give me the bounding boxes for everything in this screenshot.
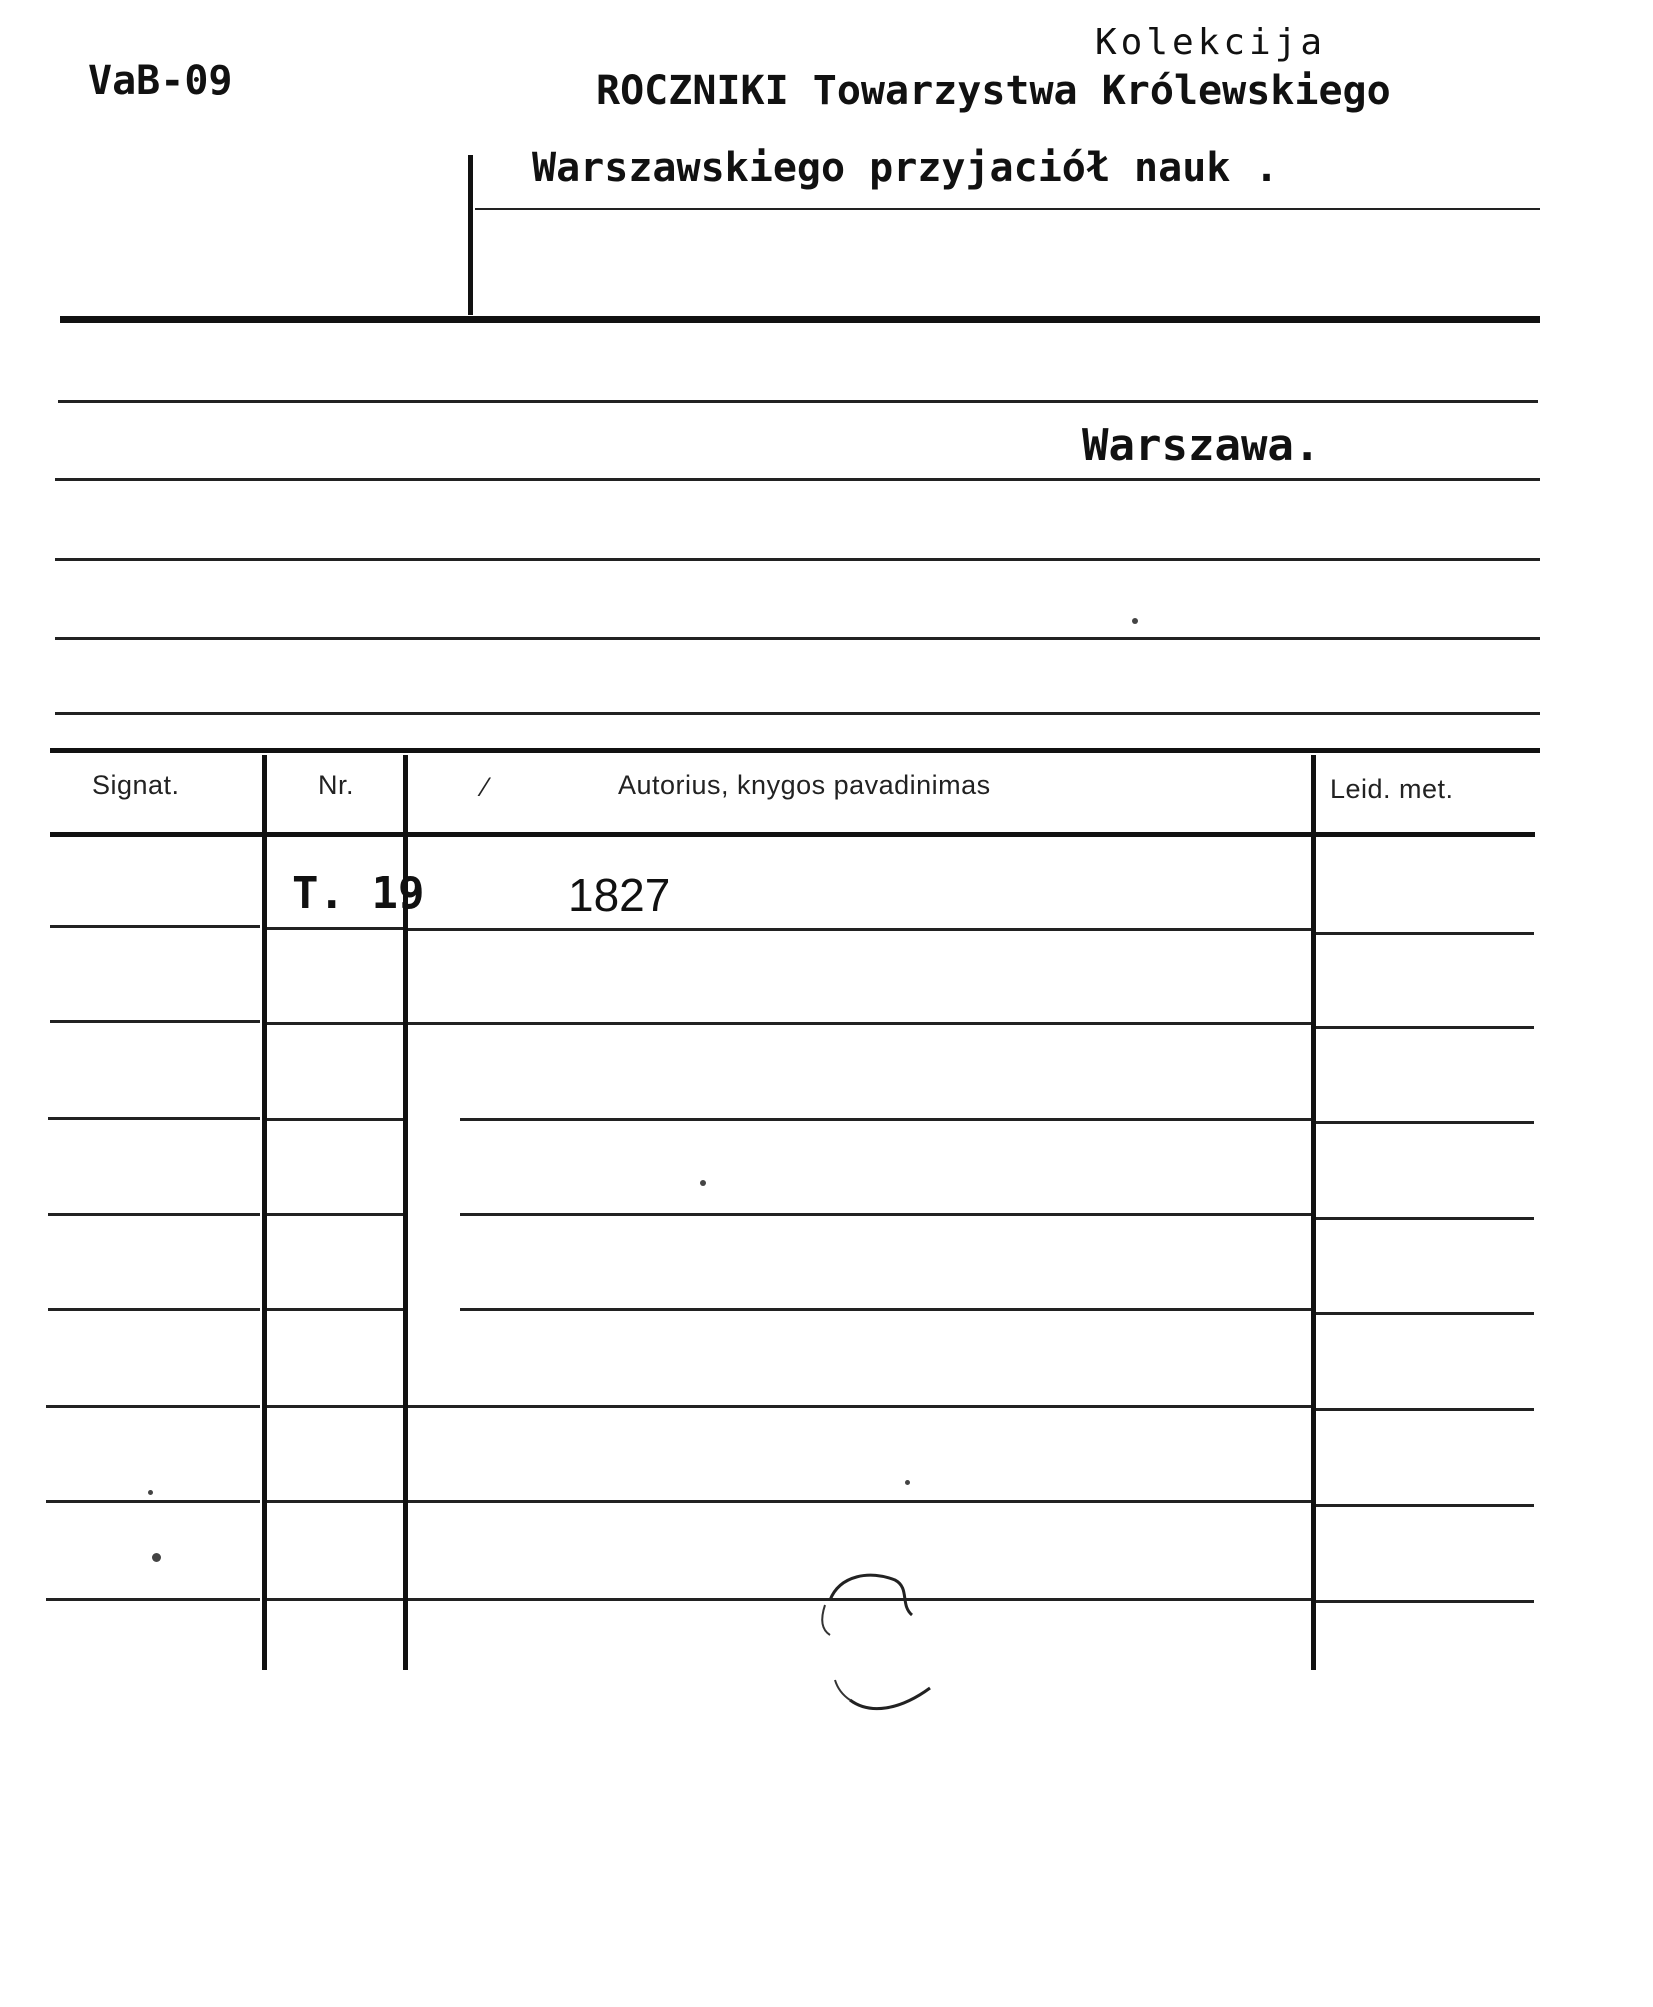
rule-line xyxy=(55,637,1540,640)
title-line-1: ROCZNIKI Towarzystwa Królewskiego xyxy=(596,68,1391,114)
speck xyxy=(1132,618,1138,624)
column-header-signat: Signat. xyxy=(92,770,180,800)
rule-line xyxy=(267,1118,403,1121)
rule-line xyxy=(58,400,1538,403)
title-box-divider xyxy=(468,155,473,315)
rule-line xyxy=(1316,1026,1534,1029)
rule-line xyxy=(50,925,260,928)
rule-line xyxy=(267,1308,403,1311)
rule-line xyxy=(46,1598,260,1601)
rule-line xyxy=(408,1405,1311,1408)
rule-line xyxy=(267,1022,403,1025)
column-header-mark: ⁄ xyxy=(483,772,489,802)
rule-line xyxy=(46,1405,260,1408)
speck xyxy=(905,1480,910,1485)
rule-line xyxy=(460,1213,1311,1216)
column-divider xyxy=(1311,755,1316,1670)
rule-line xyxy=(460,1118,1311,1121)
row-author-title: 1827 xyxy=(568,869,671,921)
header-rule xyxy=(60,316,1540,323)
call-number: VaB-09 xyxy=(88,58,233,104)
rule-line xyxy=(1316,1504,1534,1507)
column-header-nr: Nr. xyxy=(318,770,355,800)
rule-line xyxy=(408,928,1311,931)
rule-line xyxy=(267,1500,403,1503)
column-header-author-title: Autorius, knygos pavadinimas xyxy=(618,770,991,800)
speck xyxy=(152,1553,161,1562)
title-line-2: Warszawskiego przyjaciół nauk . xyxy=(532,145,1279,191)
collection-label: Kolekcija xyxy=(1095,22,1327,63)
rule-line xyxy=(267,1405,403,1408)
rule-line xyxy=(48,1117,260,1120)
rule-line xyxy=(1316,1312,1534,1315)
rule-line xyxy=(55,712,1540,715)
column-header-publish-year: Leid. met. xyxy=(1330,774,1454,804)
rule-line xyxy=(46,1500,260,1503)
rule-line xyxy=(408,1022,1311,1025)
ink-stain-icon xyxy=(800,1560,950,1730)
rule-line xyxy=(408,1500,1311,1503)
place-of-publication: Warszawa. xyxy=(1082,420,1321,471)
rule-line xyxy=(50,1020,260,1023)
rule-line xyxy=(1316,1121,1534,1124)
rule-line xyxy=(55,558,1540,561)
rule-line xyxy=(267,927,403,930)
row-nr: T. 19 xyxy=(292,868,425,919)
rule-line xyxy=(48,1308,260,1311)
title-underline xyxy=(475,208,1540,210)
rule-line xyxy=(48,1213,260,1216)
speck xyxy=(148,1490,153,1495)
rule-line xyxy=(1316,932,1534,935)
rule-line xyxy=(460,1308,1311,1311)
rule-line xyxy=(267,1598,403,1601)
table-top-rule xyxy=(50,748,1540,753)
rule-line xyxy=(1316,1217,1534,1220)
speck xyxy=(700,1180,706,1186)
rule-line xyxy=(1316,1408,1534,1411)
rule-line xyxy=(55,478,1540,481)
rule-line xyxy=(1316,1600,1534,1603)
rule-line xyxy=(267,1213,403,1216)
